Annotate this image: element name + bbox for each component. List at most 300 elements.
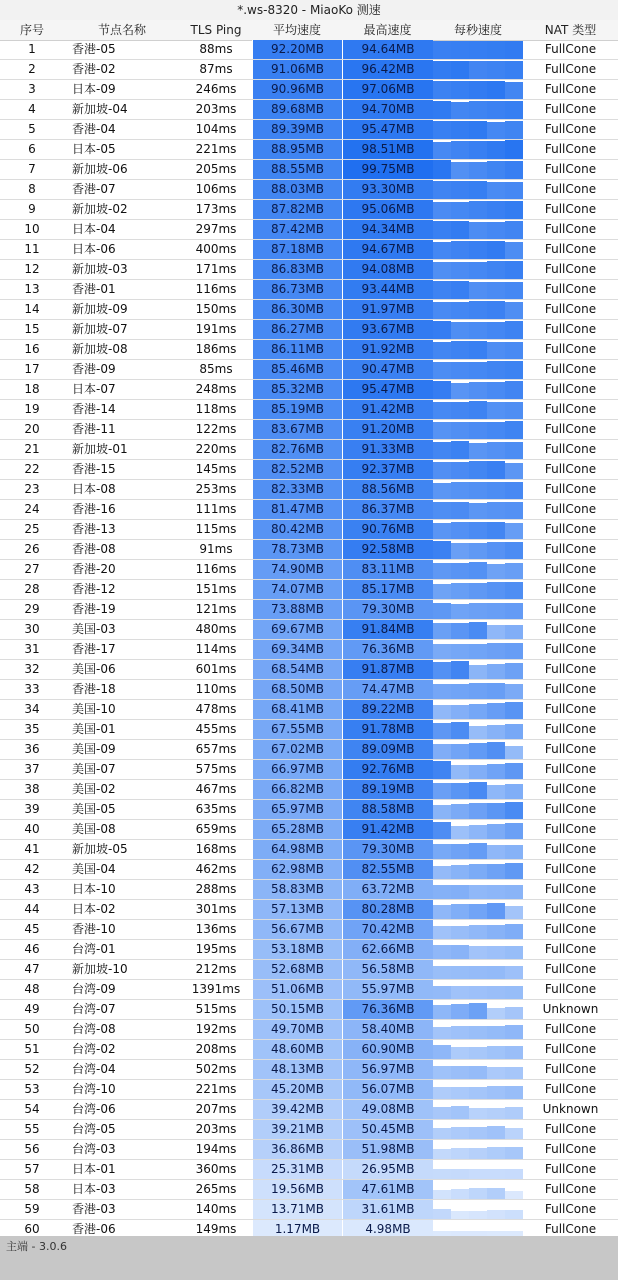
max-speed: 60.90MB bbox=[342, 1040, 433, 1059]
per-second-bar bbox=[433, 1149, 451, 1159]
tls-ping: 88ms bbox=[199, 42, 233, 56]
per-second-bar bbox=[451, 302, 469, 319]
tls-ping: 601ms bbox=[195, 662, 237, 676]
per-second-bar bbox=[487, 482, 505, 499]
avg-speed: 82.52MB bbox=[252, 460, 342, 479]
table-row[interactable] bbox=[0, 180, 618, 200]
per-second-bar bbox=[487, 1210, 505, 1219]
row-index: 22 bbox=[24, 462, 40, 476]
table-row[interactable] bbox=[0, 420, 618, 440]
nat-type: FullCone bbox=[544, 822, 597, 836]
per-second-speed-graph bbox=[433, 500, 523, 519]
tls-ping: 360ms bbox=[195, 1162, 237, 1176]
per-second-bar bbox=[469, 1211, 487, 1219]
table-row[interactable] bbox=[0, 1080, 618, 1100]
per-second-bar bbox=[469, 543, 487, 559]
table-row[interactable] bbox=[0, 620, 618, 640]
per-second-speed-graph bbox=[433, 400, 523, 419]
per-second-speed-graph bbox=[433, 820, 523, 839]
tls-ping: 168ms bbox=[195, 842, 237, 856]
per-second-bar bbox=[451, 623, 469, 639]
per-second-bar bbox=[505, 763, 523, 779]
node-name: 台湾-09 bbox=[72, 982, 116, 996]
header-index[interactable]: 序号 bbox=[19, 23, 44, 37]
per-second-bar bbox=[451, 362, 469, 379]
nat-type: FullCone bbox=[544, 422, 597, 436]
table-row[interactable] bbox=[0, 800, 618, 820]
node-name: 台湾-04 bbox=[72, 1062, 116, 1076]
max-speed: 76.36MB bbox=[342, 1000, 433, 1019]
max-speed: 62.66MB bbox=[342, 940, 433, 959]
node-name: 香港-07 bbox=[72, 182, 116, 196]
table-row[interactable] bbox=[0, 1160, 618, 1180]
per-second-bar bbox=[487, 1147, 505, 1159]
avg-speed: 85.32MB bbox=[252, 380, 342, 399]
nat-type: FullCone bbox=[544, 1182, 597, 1196]
per-second-bar bbox=[451, 1026, 469, 1039]
per-second-bar bbox=[505, 302, 523, 319]
table-row[interactable] bbox=[0, 760, 618, 780]
avg-speed: 86.83MB bbox=[252, 260, 342, 279]
table-row[interactable] bbox=[0, 1200, 618, 1220]
node-name: 台湾-08 bbox=[72, 1022, 116, 1036]
per-second-bar bbox=[451, 865, 469, 879]
nat-type: FullCone bbox=[544, 42, 597, 56]
per-second-bar bbox=[433, 41, 451, 59]
node-name: 香港-17 bbox=[72, 642, 116, 656]
per-second-bar bbox=[451, 41, 469, 59]
avg-speed: 89.68MB bbox=[252, 100, 342, 119]
nat-type: FullCone bbox=[544, 122, 597, 136]
per-second-bar bbox=[487, 1046, 505, 1059]
avg-speed: 68.41MB bbox=[252, 700, 342, 719]
table-row[interactable] bbox=[0, 260, 618, 280]
table-row[interactable] bbox=[0, 440, 618, 460]
per-second-bar bbox=[487, 361, 505, 379]
per-second-bar bbox=[469, 461, 487, 479]
tls-ping: 91ms bbox=[199, 542, 233, 556]
per-second-bar bbox=[433, 1190, 451, 1199]
per-second-speed-graph bbox=[433, 700, 523, 719]
nat-type: FullCone bbox=[544, 682, 597, 696]
max-speed: 93.67MB bbox=[342, 320, 433, 339]
per-second-speed-graph bbox=[433, 480, 523, 499]
per-second-bar bbox=[469, 765, 487, 779]
per-second-bar bbox=[451, 221, 469, 239]
node-name: 新加坡-07 bbox=[72, 322, 128, 336]
node-name: 新加坡-02 bbox=[72, 202, 128, 216]
per-second-bar bbox=[487, 542, 505, 559]
table-row[interactable] bbox=[0, 240, 618, 260]
node-name: 香港-20 bbox=[72, 562, 116, 576]
per-second-bar bbox=[433, 262, 451, 279]
max-speed: 49.08MB bbox=[342, 1100, 433, 1119]
table-row[interactable] bbox=[0, 720, 618, 740]
table-row[interactable] bbox=[0, 1100, 618, 1120]
per-second-speed-graph bbox=[433, 600, 523, 619]
max-speed: 58.40MB bbox=[342, 1020, 433, 1039]
per-second-speed-graph bbox=[433, 680, 523, 699]
nat-type: FullCone bbox=[544, 1042, 597, 1056]
tls-ping: 220ms bbox=[195, 442, 237, 456]
nat-type: FullCone bbox=[544, 702, 597, 716]
per-second-speed-graph bbox=[433, 520, 523, 539]
table-row[interactable] bbox=[0, 980, 618, 1000]
per-second-speed-graph bbox=[433, 160, 523, 179]
per-second-bar bbox=[469, 222, 487, 239]
node-name: 美国-03 bbox=[72, 622, 116, 636]
table-row[interactable] bbox=[0, 1060, 618, 1080]
avg-speed: 88.03MB bbox=[252, 180, 342, 199]
table-row[interactable] bbox=[0, 1040, 618, 1060]
row-index: 13 bbox=[24, 282, 40, 296]
per-second-bar bbox=[469, 141, 487, 159]
table-row[interactable] bbox=[0, 480, 618, 500]
per-second-bar bbox=[505, 421, 523, 439]
table-row[interactable] bbox=[0, 1180, 618, 1200]
max-speed: 82.55MB bbox=[342, 860, 433, 879]
per-second-bar bbox=[433, 402, 451, 419]
per-second-bar bbox=[469, 362, 487, 379]
table-row[interactable] bbox=[0, 380, 618, 400]
table-row[interactable] bbox=[0, 960, 618, 980]
tls-ping: 478ms bbox=[195, 702, 237, 716]
table-row[interactable] bbox=[0, 320, 618, 340]
per-second-speed-graph bbox=[433, 1060, 523, 1079]
per-second-bar bbox=[451, 281, 469, 299]
per-second-bar bbox=[451, 1211, 469, 1219]
per-second-bar bbox=[433, 221, 451, 239]
per-second-bar bbox=[451, 1169, 469, 1179]
tls-ping: 246ms bbox=[195, 82, 237, 96]
table-row[interactable] bbox=[0, 600, 618, 620]
row-index: 19 bbox=[24, 402, 40, 416]
per-second-bar bbox=[505, 482, 523, 499]
nat-type: FullCone bbox=[544, 562, 597, 576]
per-second-bar bbox=[487, 885, 505, 899]
node-name: 新加坡-06 bbox=[72, 162, 128, 176]
status-text: 主端 - 3.0.6 bbox=[6, 1240, 67, 1253]
row-index: 33 bbox=[24, 682, 40, 696]
tls-ping: 111ms bbox=[195, 502, 237, 516]
max-speed: 63.72MB bbox=[342, 880, 433, 899]
table-row[interactable] bbox=[0, 80, 618, 100]
per-second-speed-graph bbox=[433, 560, 523, 579]
table-row[interactable] bbox=[0, 860, 618, 880]
per-second-bar bbox=[469, 825, 487, 839]
per-second-speed-graph bbox=[433, 260, 523, 279]
per-second-bar bbox=[505, 1191, 523, 1199]
row-index: 25 bbox=[24, 522, 40, 536]
table-row[interactable] bbox=[0, 60, 618, 80]
table-row[interactable] bbox=[0, 840, 618, 860]
table-row[interactable] bbox=[0, 660, 618, 680]
table-row[interactable] bbox=[0, 540, 618, 560]
per-second-speed-graph bbox=[433, 1100, 523, 1119]
table-row[interactable] bbox=[0, 200, 618, 220]
node-name: 新加坡-03 bbox=[72, 262, 128, 276]
per-second-bar bbox=[433, 744, 451, 759]
table-row[interactable] bbox=[0, 940, 618, 960]
per-second-bar bbox=[487, 522, 505, 539]
table-row[interactable] bbox=[0, 100, 618, 120]
per-second-bar bbox=[433, 1169, 451, 1179]
per-second-bar bbox=[433, 761, 451, 779]
row-index: 53 bbox=[24, 1082, 40, 1096]
row-index: 8 bbox=[28, 182, 36, 196]
row-index: 41 bbox=[24, 842, 40, 856]
per-second-bar bbox=[469, 503, 487, 519]
per-second-bar bbox=[487, 101, 505, 119]
per-second-bar bbox=[505, 442, 523, 459]
nat-type: FullCone bbox=[544, 1202, 597, 1216]
table-row[interactable] bbox=[0, 160, 618, 180]
per-second-bar bbox=[469, 726, 487, 739]
row-index: 1 bbox=[28, 42, 36, 56]
node-name: 美国-10 bbox=[72, 702, 116, 716]
avg-speed: 87.18MB bbox=[252, 240, 342, 259]
row-index: 3 bbox=[28, 82, 36, 96]
table-row[interactable] bbox=[0, 640, 618, 660]
header-per-sec[interactable]: 每秒速度 bbox=[453, 23, 502, 37]
per-second-bar bbox=[469, 181, 487, 199]
per-second-bar bbox=[451, 684, 469, 699]
per-second-speed-graph bbox=[433, 540, 523, 559]
tls-ping: 192ms bbox=[195, 1022, 237, 1036]
node-name: 台湾-10 bbox=[72, 1082, 116, 1096]
max-speed: 92.58MB bbox=[342, 540, 433, 559]
node-name: 香港-04 bbox=[72, 122, 116, 136]
per-second-bar bbox=[451, 904, 469, 919]
table-row[interactable] bbox=[0, 1140, 618, 1160]
tls-ping: 502ms bbox=[195, 1062, 237, 1076]
tls-ping: 265ms bbox=[195, 1182, 237, 1196]
per-second-speed-graph bbox=[433, 420, 523, 439]
max-speed: 92.76MB bbox=[342, 760, 433, 779]
per-second-bar bbox=[487, 1108, 505, 1119]
per-second-bar bbox=[487, 502, 505, 519]
max-speed: 89.09MB bbox=[342, 740, 433, 759]
per-second-speed-graph bbox=[433, 40, 523, 59]
per-second-bar bbox=[433, 142, 451, 159]
max-speed: 91.97MB bbox=[342, 300, 433, 319]
per-second-bar bbox=[505, 321, 523, 339]
nat-type: FullCone bbox=[544, 782, 597, 796]
per-second-bar bbox=[451, 986, 469, 999]
per-second-bar bbox=[469, 81, 487, 99]
avg-speed: 65.28MB bbox=[252, 820, 342, 839]
per-second-bar bbox=[469, 1066, 487, 1079]
per-second-bar bbox=[451, 543, 469, 559]
per-second-bar bbox=[451, 926, 469, 939]
per-second-bar bbox=[469, 843, 487, 859]
table-row[interactable] bbox=[0, 880, 618, 900]
per-second-bar bbox=[505, 784, 523, 799]
table-row[interactable] bbox=[0, 220, 618, 240]
avg-speed: 74.07MB bbox=[252, 580, 342, 599]
per-second-bar bbox=[433, 986, 451, 999]
nat-type: FullCone bbox=[544, 302, 597, 316]
per-second-bar bbox=[469, 241, 487, 259]
node-name: 日本-05 bbox=[72, 142, 116, 156]
per-second-bar bbox=[433, 783, 451, 799]
node-name: 美国-06 bbox=[72, 662, 116, 676]
avg-speed: 86.73MB bbox=[252, 280, 342, 299]
max-speed: 79.30MB bbox=[342, 840, 433, 859]
per-second-speed-graph bbox=[433, 200, 523, 219]
per-second-bar bbox=[451, 162, 469, 179]
header-max[interactable]: 最高速度 bbox=[363, 23, 412, 37]
per-second-bar bbox=[433, 603, 451, 619]
row-index: 29 bbox=[24, 602, 40, 616]
header-name[interactable]: 节点名称 bbox=[97, 23, 146, 37]
per-second-speed-graph bbox=[433, 340, 523, 359]
row-index: 48 bbox=[24, 982, 40, 996]
header-ping[interactable]: TLS Ping bbox=[190, 23, 242, 37]
node-name: 美国-01 bbox=[72, 722, 116, 736]
row-index: 32 bbox=[24, 662, 40, 676]
per-second-speed-graph bbox=[433, 1080, 523, 1099]
per-second-bar bbox=[487, 564, 505, 579]
tls-ping: 145ms bbox=[195, 462, 237, 476]
row-index: 49 bbox=[24, 1002, 40, 1016]
per-second-bar bbox=[451, 102, 469, 119]
per-second-bar bbox=[451, 885, 469, 899]
node-name: 香港-03 bbox=[72, 1202, 116, 1216]
per-second-bar bbox=[433, 160, 451, 179]
row-index: 45 bbox=[24, 922, 40, 936]
table-row[interactable] bbox=[0, 1120, 618, 1140]
per-second-speed-graph bbox=[433, 900, 523, 919]
per-second-bar bbox=[505, 1147, 523, 1159]
per-second-bar bbox=[505, 121, 523, 139]
per-second-speed-graph bbox=[433, 360, 523, 379]
table-row[interactable] bbox=[0, 40, 618, 60]
table-row[interactable] bbox=[0, 120, 618, 140]
table-row[interactable] bbox=[0, 1020, 618, 1040]
nat-type: FullCone bbox=[544, 1142, 597, 1156]
per-second-bar bbox=[487, 122, 505, 139]
row-index: 56 bbox=[24, 1142, 40, 1156]
node-name: 新加坡-10 bbox=[72, 962, 128, 976]
per-second-bar bbox=[487, 764, 505, 779]
per-second-bar bbox=[505, 1025, 523, 1039]
table-row[interactable] bbox=[0, 400, 618, 420]
table-row[interactable] bbox=[0, 340, 618, 360]
per-second-bar bbox=[433, 945, 451, 959]
avg-speed: 45.20MB bbox=[252, 1080, 342, 1099]
max-speed: 88.56MB bbox=[342, 480, 433, 499]
table-row[interactable] bbox=[0, 280, 618, 300]
max-speed: 91.78MB bbox=[342, 720, 433, 739]
per-second-bar bbox=[487, 625, 505, 639]
per-second-bar bbox=[505, 542, 523, 559]
tls-ping: 106ms bbox=[195, 182, 237, 196]
table-row[interactable] bbox=[0, 780, 618, 800]
row-index: 47 bbox=[24, 962, 40, 976]
table-row[interactable] bbox=[0, 520, 618, 540]
table-row[interactable] bbox=[0, 820, 618, 840]
max-speed: 91.42MB bbox=[342, 400, 433, 419]
nat-type: FullCone bbox=[544, 362, 597, 376]
per-second-bar bbox=[505, 625, 523, 639]
table-row[interactable] bbox=[0, 680, 618, 700]
table-row[interactable] bbox=[0, 500, 618, 520]
per-second-speed-graph bbox=[433, 440, 523, 459]
tls-ping: 575ms bbox=[195, 762, 237, 776]
table-row[interactable] bbox=[0, 580, 618, 600]
per-second-bar bbox=[433, 342, 451, 359]
table-row[interactable] bbox=[0, 900, 618, 920]
tls-ping: 657ms bbox=[195, 742, 237, 756]
tls-ping: 253ms bbox=[195, 482, 237, 496]
per-second-speed-graph bbox=[433, 1040, 523, 1059]
per-second-bar bbox=[487, 925, 505, 939]
row-index: 42 bbox=[24, 862, 40, 876]
per-second-speed-graph bbox=[433, 60, 523, 79]
tls-ping: 149ms bbox=[195, 1222, 237, 1236]
per-second-bar bbox=[451, 644, 469, 659]
table-row[interactable] bbox=[0, 140, 618, 160]
per-second-bar bbox=[433, 885, 451, 899]
per-second-bar bbox=[487, 342, 505, 359]
node-name: 香港-01 bbox=[72, 282, 116, 296]
per-second-bar bbox=[505, 684, 523, 699]
avg-speed: 62.98MB bbox=[252, 860, 342, 879]
per-second-bar bbox=[505, 724, 523, 739]
header-nat[interactable]: NAT 类型 bbox=[544, 23, 597, 37]
per-second-speed-graph bbox=[433, 960, 523, 979]
nat-type: FullCone bbox=[544, 202, 597, 216]
node-name: 新加坡-08 bbox=[72, 342, 128, 356]
row-index: 34 bbox=[24, 702, 40, 716]
max-speed: 56.58MB bbox=[342, 960, 433, 979]
tls-ping: 203ms bbox=[195, 1122, 237, 1136]
table-row[interactable] bbox=[0, 360, 618, 380]
max-speed: 90.76MB bbox=[342, 520, 433, 539]
row-index: 24 bbox=[24, 502, 40, 516]
table-row[interactable] bbox=[0, 460, 618, 480]
avg-speed: 65.97MB bbox=[252, 800, 342, 819]
table-row[interactable] bbox=[0, 1000, 618, 1020]
per-second-bar bbox=[505, 463, 523, 479]
avg-speed: 13.71MB bbox=[252, 1200, 342, 1219]
table-row[interactable] bbox=[0, 560, 618, 580]
per-second-speed-graph bbox=[433, 1160, 523, 1179]
table-row[interactable] bbox=[0, 740, 618, 760]
per-second-bar bbox=[469, 782, 487, 799]
avg-speed: 85.46MB bbox=[252, 360, 342, 379]
per-second-bar bbox=[451, 241, 469, 259]
avg-speed: 87.42MB bbox=[252, 220, 342, 239]
avg-speed: 92.20MB bbox=[252, 40, 342, 59]
per-second-speed-graph bbox=[433, 1120, 523, 1139]
table-row[interactable] bbox=[0, 920, 618, 940]
per-second-bar bbox=[433, 563, 451, 579]
max-speed: 95.47MB bbox=[342, 120, 433, 139]
per-second-bar bbox=[487, 1067, 505, 1079]
per-second-speed-graph bbox=[433, 620, 523, 639]
per-second-bar bbox=[451, 121, 469, 139]
header-avg[interactable]: 平均速度 bbox=[272, 23, 321, 37]
per-second-bar bbox=[469, 583, 487, 599]
per-second-speed-graph bbox=[433, 1140, 523, 1159]
nat-type: FullCone bbox=[544, 182, 597, 196]
table-row[interactable] bbox=[0, 700, 618, 720]
per-second-bar bbox=[451, 61, 469, 79]
nat-type: FullCone bbox=[544, 1022, 597, 1036]
table-row[interactable] bbox=[0, 300, 618, 320]
